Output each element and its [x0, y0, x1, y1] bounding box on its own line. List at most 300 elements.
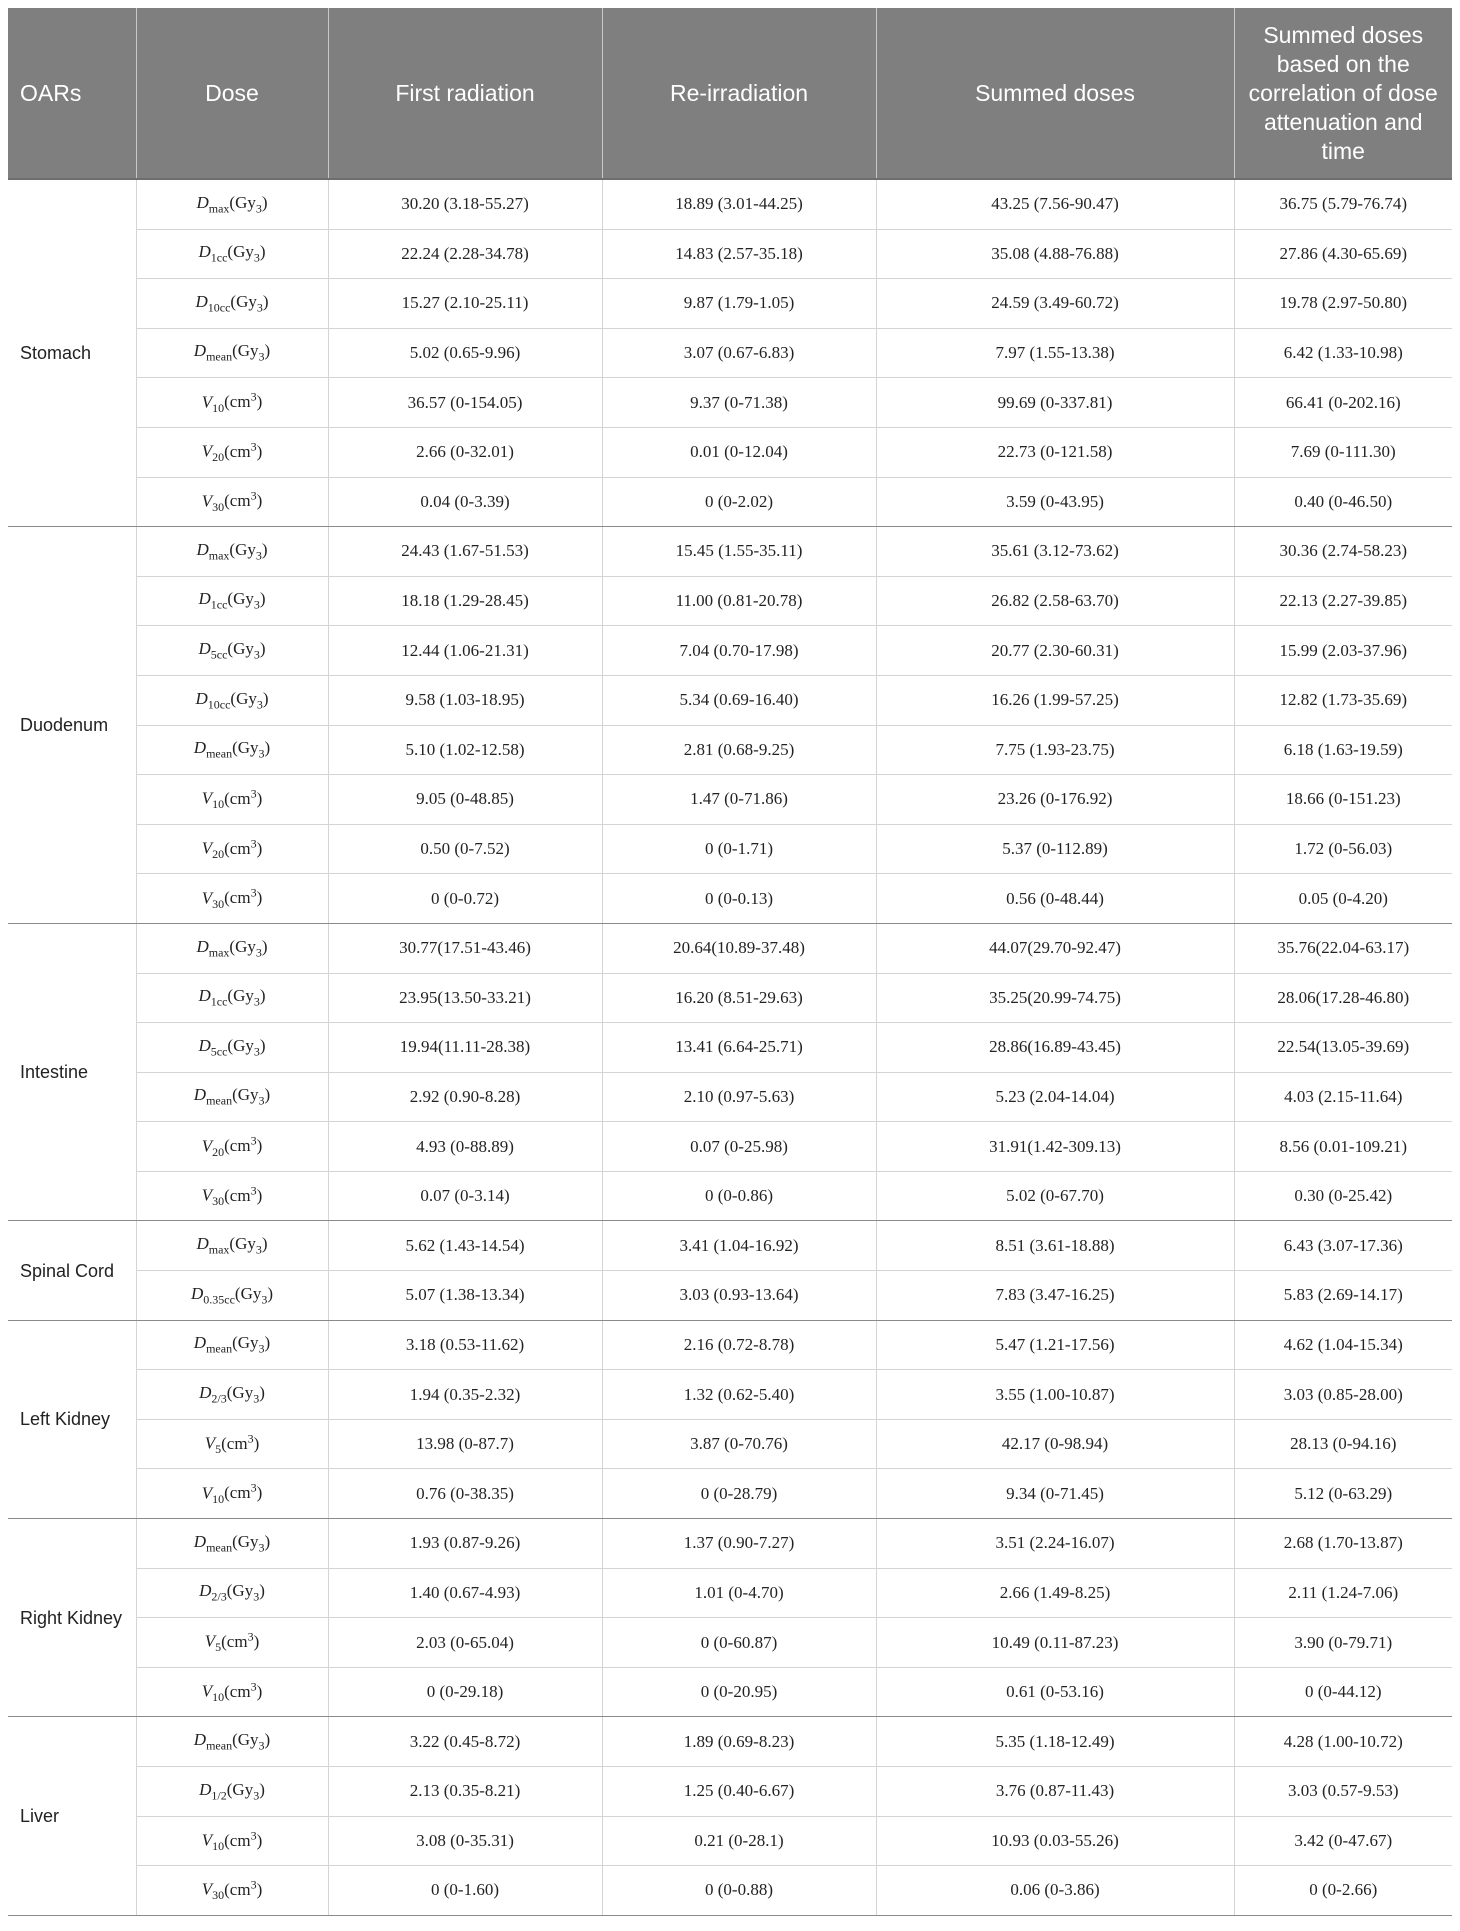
oar-label: Right Kidney: [8, 1519, 136, 1717]
first-radiation-cell: 5.62 (1.43-14.54): [328, 1221, 602, 1271]
metric-unit: $(Gy_3)$: [232, 1085, 271, 1108]
dose-metric-cell: [136, 874, 328, 924]
metric-symbol: V: [201, 1483, 213, 1503]
dose-metric-cell: [136, 1469, 328, 1519]
summed-doses-cell: 28.86(16.89-43.45): [876, 1023, 1234, 1073]
re-irradiation-cell: 2.16 (0.72-8.78): [602, 1320, 876, 1370]
summed-corrected-cell: 1.72 (0-56.03): [1234, 824, 1452, 874]
oar-label: Duodenum: [8, 527, 136, 924]
summed-doses-cell: 26.82 (2.58-63.70): [876, 576, 1234, 626]
first-radiation-cell: 2.03 (0-65.04): [328, 1618, 602, 1668]
summed-doses-cell: 43.25 (7.56-90.47): [876, 179, 1234, 229]
dose-metric-cell: [136, 576, 328, 626]
table-row: [8, 675, 1452, 725]
metric-subscript: 30: [212, 499, 225, 514]
metric-subscript: 2/3: [211, 1391, 227, 1406]
metric-unit: $(cm^3)$: [224, 1877, 263, 1900]
metric-unit: $(Gy_3)$: [229, 192, 268, 215]
summed-corrected-cell: 27.86 (4.30-65.69): [1234, 229, 1452, 279]
summed-doses-cell: 7.75 (1.93-23.75): [876, 725, 1234, 775]
metric-unit: $(cm^3)$: [224, 1183, 263, 1205]
metric-unit: $(Gy_3)$: [232, 1730, 271, 1753]
summed-doses-cell: 5.37 (0-112.89): [876, 824, 1234, 874]
metric-symbol: D: [195, 291, 208, 311]
first-radiation-cell: 15.27 (2.10-25.11): [328, 279, 602, 329]
summed-doses-cell: 3.76 (0.87-11.43): [876, 1767, 1234, 1817]
re-irradiation-cell: 1.37 (0.90-7.27): [602, 1519, 876, 1569]
metric-unit: $(Gy_3)$: [232, 1333, 271, 1356]
table-row: [8, 1320, 1452, 1370]
re-irradiation-cell: 3.03 (0.93-13.64): [602, 1271, 876, 1321]
summed-corrected-cell: 28.13 (0-94.16): [1234, 1419, 1452, 1469]
metric-symbol: D: [193, 1531, 207, 1551]
metric-subscript: max: [208, 200, 230, 215]
summed-doses-cell: 35.25(20.99-74.75): [876, 973, 1234, 1023]
summed-corrected-cell: 3.90 (0-79.71): [1234, 1618, 1452, 1668]
first-radiation-cell: 9.58 (1.03-18.95): [328, 675, 602, 725]
dose-metric-cell: [136, 279, 328, 329]
metric-symbol: V: [201, 392, 213, 412]
summed-corrected-cell: 6.18 (1.63-19.59): [1234, 725, 1452, 775]
first-radiation-cell: 24.43 (1.67-51.53): [328, 527, 602, 577]
table-row: [8, 626, 1452, 676]
metric-symbol: D: [199, 1779, 212, 1799]
summed-doses-cell: 2.66 (1.49-8.25): [876, 1568, 1234, 1618]
table-row: [8, 874, 1452, 924]
dose-metric-cell: [136, 923, 328, 973]
metric-symbol: D: [198, 589, 211, 609]
re-irradiation-cell: 20.64(10.89-37.48): [602, 923, 876, 973]
table-row: [8, 1023, 1452, 1073]
table-row: [8, 1370, 1452, 1420]
metric-symbol: D: [196, 192, 209, 212]
summed-doses-cell: 5.23 (2.04-14.04): [876, 1072, 1234, 1122]
table-row: [8, 1419, 1452, 1469]
summed-corrected-cell: 4.62 (1.04-15.34): [1234, 1320, 1452, 1370]
first-radiation-cell: 36.57 (0-154.05): [328, 378, 602, 428]
metric-symbol: V: [201, 491, 213, 511]
metric-unit: $(cm^3)$: [224, 1679, 263, 1701]
metric-symbol: D: [198, 242, 211, 262]
re-irradiation-cell: 0 (0-2.02): [602, 477, 876, 527]
unit-superscript: 3: [250, 1480, 257, 1495]
summed-doses-cell: 7.97 (1.55-13.38): [876, 328, 1234, 378]
metric-subscript: 30: [212, 1194, 225, 1209]
first-radiation-cell: 9.05 (0-48.85): [328, 775, 602, 825]
metric-symbol: D: [193, 1085, 207, 1105]
re-irradiation-cell: 0 (0-0.86): [602, 1171, 876, 1221]
metric-subscript: 20: [212, 847, 225, 862]
unit-superscript: 3: [250, 1877, 257, 1892]
re-irradiation-cell: 7.04 (0.70-17.98): [602, 626, 876, 676]
metric-unit: $(Gy_3)$: [226, 1382, 265, 1406]
summed-doses-cell: 3.55 (1.00-10.87): [876, 1370, 1234, 1420]
header-dose: Dose: [136, 8, 328, 179]
header-re-irradiation: Re-irradiation: [602, 8, 876, 179]
first-radiation-cell: 1.94 (0.35-2.32): [328, 1370, 602, 1420]
metric-subscript: mean: [206, 1540, 233, 1555]
summed-corrected-cell: 0.40 (0-46.50): [1234, 477, 1452, 527]
summed-doses-cell: 10.49 (0.11-87.23): [876, 1618, 1234, 1668]
metric-symbol: V: [201, 789, 213, 809]
dose-metric-cell: [136, 1866, 328, 1916]
dose-metric-cell: [136, 527, 328, 577]
summed-corrected-cell: 2.68 (1.70-13.87): [1234, 1519, 1452, 1569]
first-radiation-cell: 2.66 (0-32.01): [328, 427, 602, 477]
summed-corrected-cell: 0 (0-44.12): [1234, 1667, 1452, 1717]
table-row: [8, 279, 1452, 329]
summed-doses-cell: 7.83 (3.47-16.25): [876, 1271, 1234, 1321]
metric-symbol: V: [201, 888, 213, 908]
oar-label: Liver: [8, 1717, 136, 1915]
metric-unit: $(Gy_3)$: [229, 936, 268, 959]
dose-metric-cell: [136, 378, 328, 428]
first-radiation-cell: 4.93 (0-88.89): [328, 1122, 602, 1172]
summed-doses-cell: 5.02 (0-67.70): [876, 1171, 1234, 1221]
metric-unit: $(cm^3)$: [224, 389, 263, 412]
header-oars: OARs: [8, 8, 136, 179]
re-irradiation-cell: 16.20 (8.51-29.63): [602, 973, 876, 1023]
summed-corrected-cell: 6.42 (1.33-10.98): [1234, 328, 1452, 378]
metric-unit: $(Gy_3)$: [227, 986, 266, 1009]
metric-symbol: V: [201, 441, 213, 461]
metric-symbol: V: [201, 1185, 213, 1205]
summed-corrected-cell: 3.03 (0.57-9.53): [1234, 1767, 1452, 1817]
summed-doses-cell: 3.59 (0-43.95): [876, 477, 1234, 527]
metric-unit: $(Gy_3)$: [232, 341, 271, 364]
unit-superscript: 3: [250, 1183, 257, 1198]
re-irradiation-cell: 1.25 (0.40-6.67): [602, 1767, 876, 1817]
first-radiation-cell: 22.24 (2.28-34.78): [328, 229, 602, 279]
first-radiation-cell: 0 (0-0.72): [328, 874, 602, 924]
summed-corrected-cell: 4.28 (1.00-10.72): [1234, 1717, 1452, 1767]
summed-corrected-cell: 22.13 (2.27-39.85): [1234, 576, 1452, 626]
dose-metric-cell: [136, 824, 328, 874]
dose-metric-cell: [136, 1122, 328, 1172]
table-row: [8, 1767, 1452, 1817]
dose-metric-cell: [136, 626, 328, 676]
table-row: [8, 477, 1452, 527]
dose-metric-cell: [136, 725, 328, 775]
summed-corrected-cell: 19.78 (2.97-50.80): [1234, 279, 1452, 329]
metric-subscript: 10: [212, 797, 225, 812]
summed-doses-cell: 0.06 (0-3.86): [876, 1866, 1234, 1916]
re-irradiation-cell: 2.10 (0.97-5.63): [602, 1072, 876, 1122]
metric-unit: $(Gy_3)$: [229, 1234, 268, 1257]
re-irradiation-cell: 15.45 (1.55-35.11): [602, 527, 876, 577]
dose-metric-cell: [136, 1717, 328, 1767]
first-radiation-cell: 1.40 (0.67-4.93): [328, 1568, 602, 1618]
table-row: [8, 1469, 1452, 1519]
re-irradiation-cell: 5.34 (0.69-16.40): [602, 675, 876, 725]
unit-superscript: 3: [250, 439, 257, 454]
metric-symbol: D: [198, 986, 211, 1006]
summed-doses-cell: 44.07(29.70-92.47): [876, 923, 1234, 973]
oar-label: Stomach: [8, 179, 136, 527]
metric-symbol: V: [201, 1136, 213, 1156]
table-container: [8, 8, 1452, 1916]
re-irradiation-cell: 1.32 (0.62-5.40): [602, 1370, 876, 1420]
first-radiation-cell: 0.07 (0-3.14): [328, 1171, 602, 1221]
re-irradiation-cell: 0 (0-0.13): [602, 874, 876, 924]
first-radiation-cell: 12.44 (1.06-21.31): [328, 626, 602, 676]
metric-symbol: V: [201, 1830, 213, 1850]
metric-symbol: V: [201, 838, 213, 858]
metric-unit: $(Gy_3)$: [227, 589, 266, 612]
summed-corrected-cell: 30.36 (2.74-58.23): [1234, 527, 1452, 577]
summed-corrected-cell: 15.99 (2.03-37.96): [1234, 626, 1452, 676]
table-row: [8, 328, 1452, 378]
summed-doses-cell: 5.35 (1.18-12.49): [876, 1717, 1234, 1767]
re-irradiation-cell: 0 (0-0.88): [602, 1866, 876, 1916]
unit-superscript: 3: [247, 1431, 254, 1446]
summed-corrected-cell: 5.83 (2.69-14.17): [1234, 1271, 1452, 1321]
metric-subscript: 1/2: [211, 1787, 227, 1802]
re-irradiation-cell: 0 (0-20.95): [602, 1667, 876, 1717]
re-irradiation-cell: 3.87 (0-70.76): [602, 1419, 876, 1469]
summed-doses-cell: 42.17 (0-98.94): [876, 1419, 1234, 1469]
dose-metric-cell: [136, 1519, 328, 1569]
metric-symbol: D: [196, 1234, 209, 1254]
metric-subscript: mean: [206, 349, 233, 364]
re-irradiation-cell: 13.41 (6.64-25.71): [602, 1023, 876, 1073]
re-irradiation-cell: 0.07 (0-25.98): [602, 1122, 876, 1172]
first-radiation-cell: 13.98 (0-87.7): [328, 1419, 602, 1469]
table-row: [8, 1271, 1452, 1321]
summed-corrected-cell: 36.75 (5.79-76.74): [1234, 179, 1452, 229]
metric-subscript: 10: [212, 400, 225, 415]
unit-superscript: 3: [250, 488, 257, 503]
metric-unit: $(cm^3)$: [224, 1827, 263, 1850]
metric-symbol: D: [199, 1581, 212, 1601]
summed-corrected-cell: 66.41 (0-202.16): [1234, 378, 1452, 428]
metric-unit: $(cm^3)$: [224, 1480, 263, 1503]
metric-symbol: D: [193, 341, 207, 361]
summed-doses-cell: 16.26 (1.99-57.25): [876, 675, 1234, 725]
re-irradiation-cell: 11.00 (0.81-20.78): [602, 576, 876, 626]
metric-symbol: D: [196, 539, 209, 559]
re-irradiation-cell: 9.37 (0-71.38): [602, 378, 876, 428]
table-row: [8, 725, 1452, 775]
first-radiation-cell: 0.50 (0-7.52): [328, 824, 602, 874]
table-row: [8, 1072, 1452, 1122]
summed-corrected-cell: 0 (0-2.66): [1234, 1866, 1452, 1916]
metric-subscript: 30: [212, 896, 225, 911]
summed-corrected-cell: 5.12 (0-63.29): [1234, 1469, 1452, 1519]
metric-subscript: mean: [206, 1738, 233, 1753]
metric-subscript: max: [208, 944, 230, 959]
metric-symbol: D: [196, 936, 209, 956]
summed-corrected-cell: 6.43 (3.07-17.36): [1234, 1221, 1452, 1271]
re-irradiation-cell: 0.01 (0-12.04): [602, 427, 876, 477]
metric-symbol: V: [201, 1681, 213, 1701]
table-row: [8, 824, 1452, 874]
metric-symbol: D: [195, 688, 208, 708]
summed-doses-cell: 23.26 (0-176.92): [876, 775, 1234, 825]
first-radiation-cell: 5.02 (0.65-9.96): [328, 328, 602, 378]
first-radiation-cell: 5.07 (1.38-13.34): [328, 1271, 602, 1321]
first-radiation-cell: 3.18 (0.53-11.62): [328, 1320, 602, 1370]
metric-subscript: 5: [215, 1640, 222, 1655]
metric-symbol: D: [193, 738, 207, 758]
first-radiation-cell: 18.18 (1.29-28.45): [328, 576, 602, 626]
re-irradiation-cell: 0 (0-1.71): [602, 824, 876, 874]
table-row: [8, 1618, 1452, 1668]
dose-metric-cell: [136, 973, 328, 1023]
oar-label: Intestine: [8, 923, 136, 1221]
summed-corrected-cell: 18.66 (0-151.23): [1234, 775, 1452, 825]
dose-metric-cell: [136, 1767, 328, 1817]
table-row: [8, 576, 1452, 626]
first-radiation-cell: 0.04 (0-3.39): [328, 477, 602, 527]
metric-symbol: D: [199, 1382, 212, 1402]
metric-subscript: mean: [206, 746, 233, 761]
re-irradiation-cell: 2.81 (0.68-9.25): [602, 725, 876, 775]
dose-metric-cell: [136, 1023, 328, 1073]
re-irradiation-cell: 3.41 (1.04-16.92): [602, 1221, 876, 1271]
table-row: [8, 1519, 1452, 1569]
summed-corrected-cell: 3.03 (0.85-28.00): [1234, 1370, 1452, 1420]
summed-doses-cell: 35.61 (3.12-73.62): [876, 527, 1234, 577]
metric-subscript: 5cc: [210, 1044, 228, 1059]
table-row: [8, 973, 1452, 1023]
dose-metric-cell: [136, 1171, 328, 1221]
header-summed-doses: Summed doses: [876, 8, 1234, 179]
oar-label: Left Kidney: [8, 1320, 136, 1518]
metric-symbol: V: [201, 1880, 213, 1900]
summed-doses-cell: 5.47 (1.21-17.56): [876, 1320, 1234, 1370]
dose-metric-cell: [136, 1618, 328, 1668]
metric-unit: $(Gy_3)$: [234, 1283, 274, 1307]
re-irradiation-cell: 1.01 (0-4.70): [602, 1568, 876, 1618]
first-radiation-cell: 3.08 (0-35.31): [328, 1816, 602, 1866]
header-summed-doses-corrected: Summed doses based on the correlation of dose attenuation and time: [1234, 8, 1452, 179]
summed-doses-cell: 99.69 (0-337.81): [876, 378, 1234, 428]
metric-unit: $(Gy_3)$: [227, 242, 266, 265]
re-irradiation-cell: 0.21 (0-28.1): [602, 1816, 876, 1866]
table-body: [8, 179, 1452, 1915]
first-radiation-cell: 2.13 (0.35-8.21): [328, 1767, 602, 1817]
dose-metric-cell: [136, 1320, 328, 1370]
unit-superscript: 3: [250, 885, 257, 900]
metric-subscript: max: [208, 548, 230, 563]
metric-unit: $(Gy_3)$: [227, 1035, 266, 1059]
dose-metric-cell: [136, 1370, 328, 1420]
metric-subscript: 10: [212, 1690, 225, 1705]
table-row: [8, 378, 1452, 428]
dose-metric-cell: [136, 1568, 328, 1618]
metric-unit: $(cm^3)$: [224, 1133, 263, 1156]
first-radiation-cell: 19.94(11.11-28.38): [328, 1023, 602, 1073]
re-irradiation-cell: 0 (0-28.79): [602, 1469, 876, 1519]
dose-metric-cell: [136, 1072, 328, 1122]
unit-superscript: 3: [250, 835, 257, 850]
summed-corrected-cell: 2.11 (1.24-7.06): [1234, 1568, 1452, 1618]
dose-metric-cell: [136, 1816, 328, 1866]
summed-corrected-cell: 7.69 (0-111.30): [1234, 427, 1452, 477]
dose-metric-cell: [136, 1271, 328, 1321]
dose-table: [8, 8, 1452, 1916]
dose-metric-cell: [136, 229, 328, 279]
table-row: [8, 229, 1452, 279]
re-irradiation-cell: 18.89 (3.01-44.25): [602, 179, 876, 229]
metric-subscript: 10cc: [207, 300, 231, 315]
metric-subscript: 30: [212, 1888, 225, 1903]
metric-subscript: 1cc: [210, 597, 228, 612]
dose-metric-cell: [136, 1419, 328, 1469]
dose-metric-cell: [136, 1221, 328, 1271]
summed-corrected-cell: 35.76(22.04-63.17): [1234, 923, 1452, 973]
summed-doses-cell: 0.56 (0-48.44): [876, 874, 1234, 924]
first-radiation-cell: 30.20 (3.18-55.27): [328, 179, 602, 229]
metric-subscript: 20: [212, 450, 225, 465]
oar-label: Spinal Cord: [8, 1221, 136, 1320]
metric-unit: $(cm^3)$: [221, 1431, 260, 1453]
summed-doses-cell: 3.51 (2.24-16.07): [876, 1519, 1234, 1569]
summed-doses-cell: 0.61 (0-53.16): [876, 1667, 1234, 1717]
metric-subscript: 1cc: [210, 250, 228, 265]
metric-symbol: D: [193, 1730, 207, 1749]
table-row: [8, 1568, 1452, 1618]
metric-subscript: max: [208, 1242, 230, 1257]
first-radiation-cell: 2.92 (0.90-8.28): [328, 1072, 602, 1122]
metric-subscript: mean: [206, 1341, 233, 1356]
table-row: [8, 1667, 1452, 1717]
metric-subscript: 5cc: [210, 647, 228, 662]
dose-metric-cell: [136, 427, 328, 477]
metric-unit: $(cm^3)$: [224, 786, 263, 809]
summed-doses-cell: 31.91(1.42-309.13): [876, 1122, 1234, 1172]
summed-doses-cell: 22.73 (0-121.58): [876, 427, 1234, 477]
summed-corrected-cell: 8.56 (0.01-109.21): [1234, 1122, 1452, 1172]
metric-unit: $(cm^3)$: [224, 885, 263, 908]
re-irradiation-cell: 14.83 (2.57-35.18): [602, 229, 876, 279]
table-row: [8, 179, 1452, 229]
summed-corrected-cell: 4.03 (2.15-11.64): [1234, 1072, 1452, 1122]
metric-unit: $(Gy_3)$: [227, 638, 266, 662]
re-irradiation-cell: 9.87 (1.79-1.05): [602, 279, 876, 329]
summed-corrected-cell: 3.42 (0-47.67): [1234, 1816, 1452, 1866]
metric-subscript: 10cc: [207, 696, 231, 711]
header-first-radiation: First radiation: [328, 8, 602, 179]
first-radiation-cell: 1.93 (0.87-9.26): [328, 1519, 602, 1569]
unit-superscript: 3: [250, 1679, 257, 1694]
table-row: [8, 923, 1452, 973]
table-row: [8, 1816, 1452, 1866]
first-radiation-cell: 30.77(17.51-43.46): [328, 923, 602, 973]
metric-unit: $(Gy_3)$: [232, 1531, 271, 1555]
table-row: [8, 1866, 1452, 1916]
first-radiation-cell: 0 (0-29.18): [328, 1667, 602, 1717]
table-row: [8, 775, 1452, 825]
summed-corrected-cell: 12.82 (1.73-35.69): [1234, 675, 1452, 725]
unit-superscript: 3: [250, 389, 257, 404]
metric-unit: $(Gy_3)$: [232, 738, 271, 761]
metric-subscript: 1cc: [210, 994, 228, 1009]
re-irradiation-cell: 1.89 (0.69-8.23): [602, 1717, 876, 1767]
first-radiation-cell: 0.76 (0-38.35): [328, 1469, 602, 1519]
metric-unit: $(Gy_3)$: [226, 1581, 265, 1604]
table-row: [8, 1122, 1452, 1172]
first-radiation-cell: 0 (0-1.60): [328, 1866, 602, 1916]
table-row: [8, 527, 1452, 577]
metric-unit: $(cm^3)$: [224, 439, 263, 461]
unit-superscript: 3: [247, 1629, 254, 1644]
unit-superscript: 3: [250, 786, 257, 801]
dose-metric-cell: [136, 675, 328, 725]
dose-metric-cell: [136, 477, 328, 527]
metric-unit: $(Gy_3)$: [229, 539, 268, 563]
